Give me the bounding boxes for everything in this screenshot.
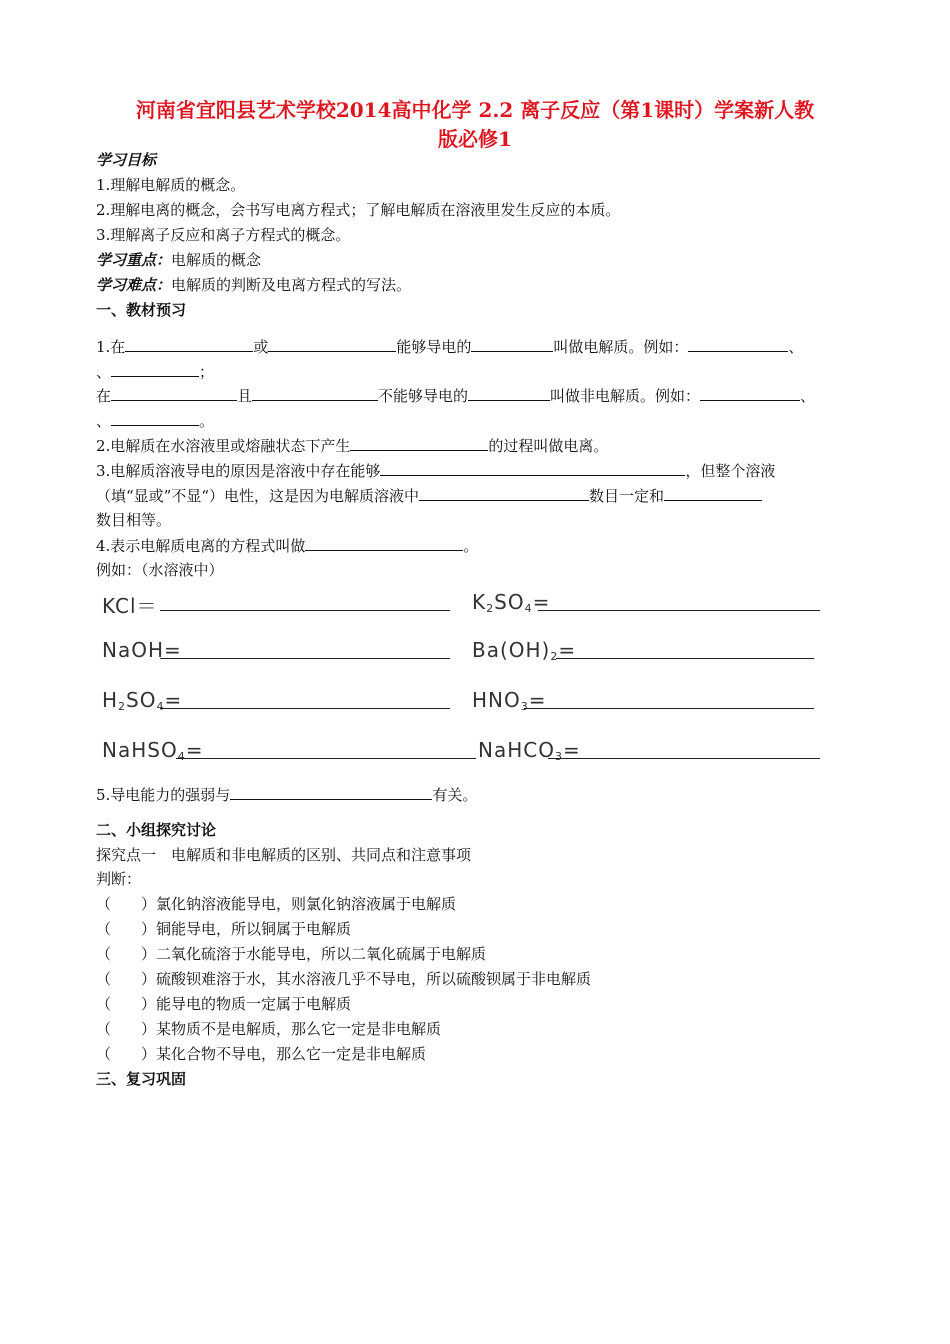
q3-text: （填“显或”不显“）电性，这是因为电解质溶液中 <box>96 487 420 505</box>
q5-text: 有关。 <box>432 786 478 804</box>
judge-label: 判断： <box>96 870 142 888</box>
eq-subscript: 4 <box>177 750 186 763</box>
q1-text: 、 <box>96 363 112 381</box>
section3-heading: 三、复习巩固 <box>96 1070 187 1088</box>
fill-blank[interactable] <box>350 436 488 451</box>
difficulty-label: 学习难点： <box>96 276 172 294</box>
eq-text: NaOH= <box>102 638 182 662</box>
equation-nahso4-label <box>102 738 203 763</box>
eq-text: KCl＝ <box>102 594 158 618</box>
eq-subscript: 4 <box>156 700 165 713</box>
fill-blank[interactable] <box>664 486 762 501</box>
title-line-2: 版必修1 <box>438 127 512 151</box>
question-1-line-d <box>96 411 214 431</box>
eq-text: = <box>185 738 204 762</box>
eq-subscript: 3 <box>554 750 563 763</box>
equation-kcl-label <box>102 590 158 619</box>
key-point-label: 学习重点： <box>96 251 172 269</box>
q5-text: 5.导电能力的强弱与 <box>96 786 231 804</box>
q1-text: 不能够导电的 <box>378 387 469 405</box>
eq-text: = <box>562 738 581 762</box>
objective-item: 1.理解电解质的概念。 <box>96 176 246 194</box>
q4-text: 4.表示电解质电离的方程式叫做 <box>96 537 306 555</box>
q1-text: 在 <box>96 387 112 405</box>
fill-blank[interactable] <box>468 386 550 401</box>
judge-item[interactable]: （ ）能导电的物质一定属于电解质 <box>96 995 352 1013</box>
q2-text: 的过程叫做电离。 <box>488 437 609 455</box>
eq-subscript: 4 <box>524 602 533 615</box>
fill-blank[interactable] <box>700 386 800 401</box>
eq-subscript: 3 <box>520 700 529 713</box>
q1-text: 且 <box>237 387 253 405</box>
fill-blank[interactable] <box>111 362 199 377</box>
equation-h2so4-label <box>102 688 182 713</box>
fill-blank[interactable] <box>380 461 685 476</box>
answer-line[interactable] <box>556 658 814 659</box>
q1-text: 、 <box>800 387 816 405</box>
question-1-line-b <box>96 362 214 382</box>
eq-text: H <box>102 688 119 712</box>
fill-blank[interactable] <box>252 386 378 401</box>
explore-topic: 探究点一 电解质和非电解质的区别、共同点和注意事项 <box>96 846 472 864</box>
answer-line[interactable] <box>524 708 814 709</box>
eq-text: SO <box>494 590 525 614</box>
q1-text: 。 <box>199 412 215 430</box>
eq-subscript: 2 <box>118 700 127 713</box>
q1-text: 、 <box>96 412 112 430</box>
fill-blank[interactable] <box>471 337 553 352</box>
eq-subscript: 2 <box>486 602 495 615</box>
question-1-line-a <box>96 337 803 357</box>
question-3-line-a <box>96 461 775 481</box>
difficulty <box>96 275 411 295</box>
objectives-heading: 学习目标 <box>96 151 157 169</box>
judge-item[interactable]: （ ）二氧化硫溶于水能导电，所以二氧化硫属于电解质 <box>96 945 487 963</box>
example-label: 例如：（水溶液中） <box>96 561 224 579</box>
fill-blank[interactable] <box>230 785 432 800</box>
question-4 <box>96 536 478 556</box>
eq-text: = <box>164 688 183 712</box>
q3-text: ，但整个溶液 <box>685 462 776 480</box>
eq-subscript: 2 <box>550 650 559 663</box>
q1-text: 能够导电的 <box>396 338 472 356</box>
equation-hno3-label <box>472 688 547 713</box>
q1-text: 或 <box>253 338 269 356</box>
fill-blank[interactable] <box>125 337 253 352</box>
q1-text: 叫做电解质。例如： <box>553 338 689 356</box>
q2-text: 2.电解质在水溶液里或熔融状态下产生 <box>96 437 351 455</box>
eq-text: = <box>528 688 547 712</box>
document-title <box>60 96 890 154</box>
q1-text: 、 <box>788 338 804 356</box>
q3-text: 3.电解质溶液导电的原因是溶液中存在能够 <box>96 462 381 480</box>
equation-baoh2-label <box>472 638 576 663</box>
answer-line[interactable] <box>160 658 450 659</box>
section1-heading: 一、教材预习 <box>96 301 187 319</box>
q1-text: 1.在 <box>96 338 126 356</box>
q4-text: 。 <box>463 537 479 555</box>
equation-k2so4-label <box>472 590 550 615</box>
fill-blank[interactable] <box>419 486 589 501</box>
answer-line[interactable] <box>538 610 820 611</box>
answer-line[interactable] <box>160 610 450 611</box>
equation-nahco3-label <box>478 738 581 763</box>
q1-text: ； <box>199 363 215 381</box>
fill-blank[interactable] <box>111 411 199 426</box>
answer-line[interactable] <box>160 708 450 709</box>
eq-text: SO <box>126 688 157 712</box>
question-1-line-c <box>96 386 815 406</box>
key-point-text: 电解质的概念 <box>171 251 262 269</box>
question-2 <box>96 436 608 456</box>
eq-text: = <box>558 638 577 662</box>
objective-item: 2.理解电离的概念，会书写电离方程式；了解电解质在溶液里发生反应的本质。 <box>96 201 621 219</box>
section2-heading: 二、小组探究讨论 <box>96 821 217 839</box>
judge-item[interactable]: （ ）硫酸钡难溶于水，其水溶液几乎不导电，所以硫酸钡属于非电解质 <box>96 970 592 988</box>
eq-text: NaHSO <box>102 738 178 762</box>
fill-blank[interactable] <box>688 337 788 352</box>
judge-item[interactable]: （ ）铜能导电，所以铜属于电解质 <box>96 920 352 938</box>
objective-item: 3.理解离子反应和离子方程式的概念。 <box>96 226 351 244</box>
q3-text: 数目一定和 <box>589 487 665 505</box>
question-5 <box>96 785 477 805</box>
answer-line[interactable] <box>548 758 820 759</box>
answer-line[interactable] <box>176 758 476 759</box>
judge-item[interactable]: （ ）某物质不是电解质，那么它一定是非电解质 <box>96 1020 442 1038</box>
fill-blank[interactable] <box>305 536 463 551</box>
eq-text: HNO <box>472 688 521 712</box>
judge-item[interactable]: （ ）氯化钠溶液能导电，则氯化钠溶液属于电解质 <box>96 895 457 913</box>
question-3-line-b <box>96 486 762 506</box>
fill-blank[interactable] <box>111 386 237 401</box>
difficulty-text: 电解质的判断及电离方程式的写法。 <box>171 276 412 294</box>
key-point <box>96 250 261 270</box>
eq-text: = <box>532 590 551 614</box>
question-3-line-c: 数目相等。 <box>96 511 172 529</box>
eq-text: K <box>472 590 487 614</box>
eq-text: Ba(OH) <box>472 638 551 662</box>
q1-text: 叫做非电解质。例如： <box>550 387 701 405</box>
eq-text: NaHCO <box>478 738 555 762</box>
judge-item[interactable]: （ ）某化合物不导电，那么它一定是非电解质 <box>96 1045 427 1063</box>
title-line-1: 河南省宜阳县艺术学校2014高中化学 2.2 离子反应（第1课时）学案新人教 <box>135 98 815 122</box>
fill-blank[interactable] <box>268 337 396 352</box>
